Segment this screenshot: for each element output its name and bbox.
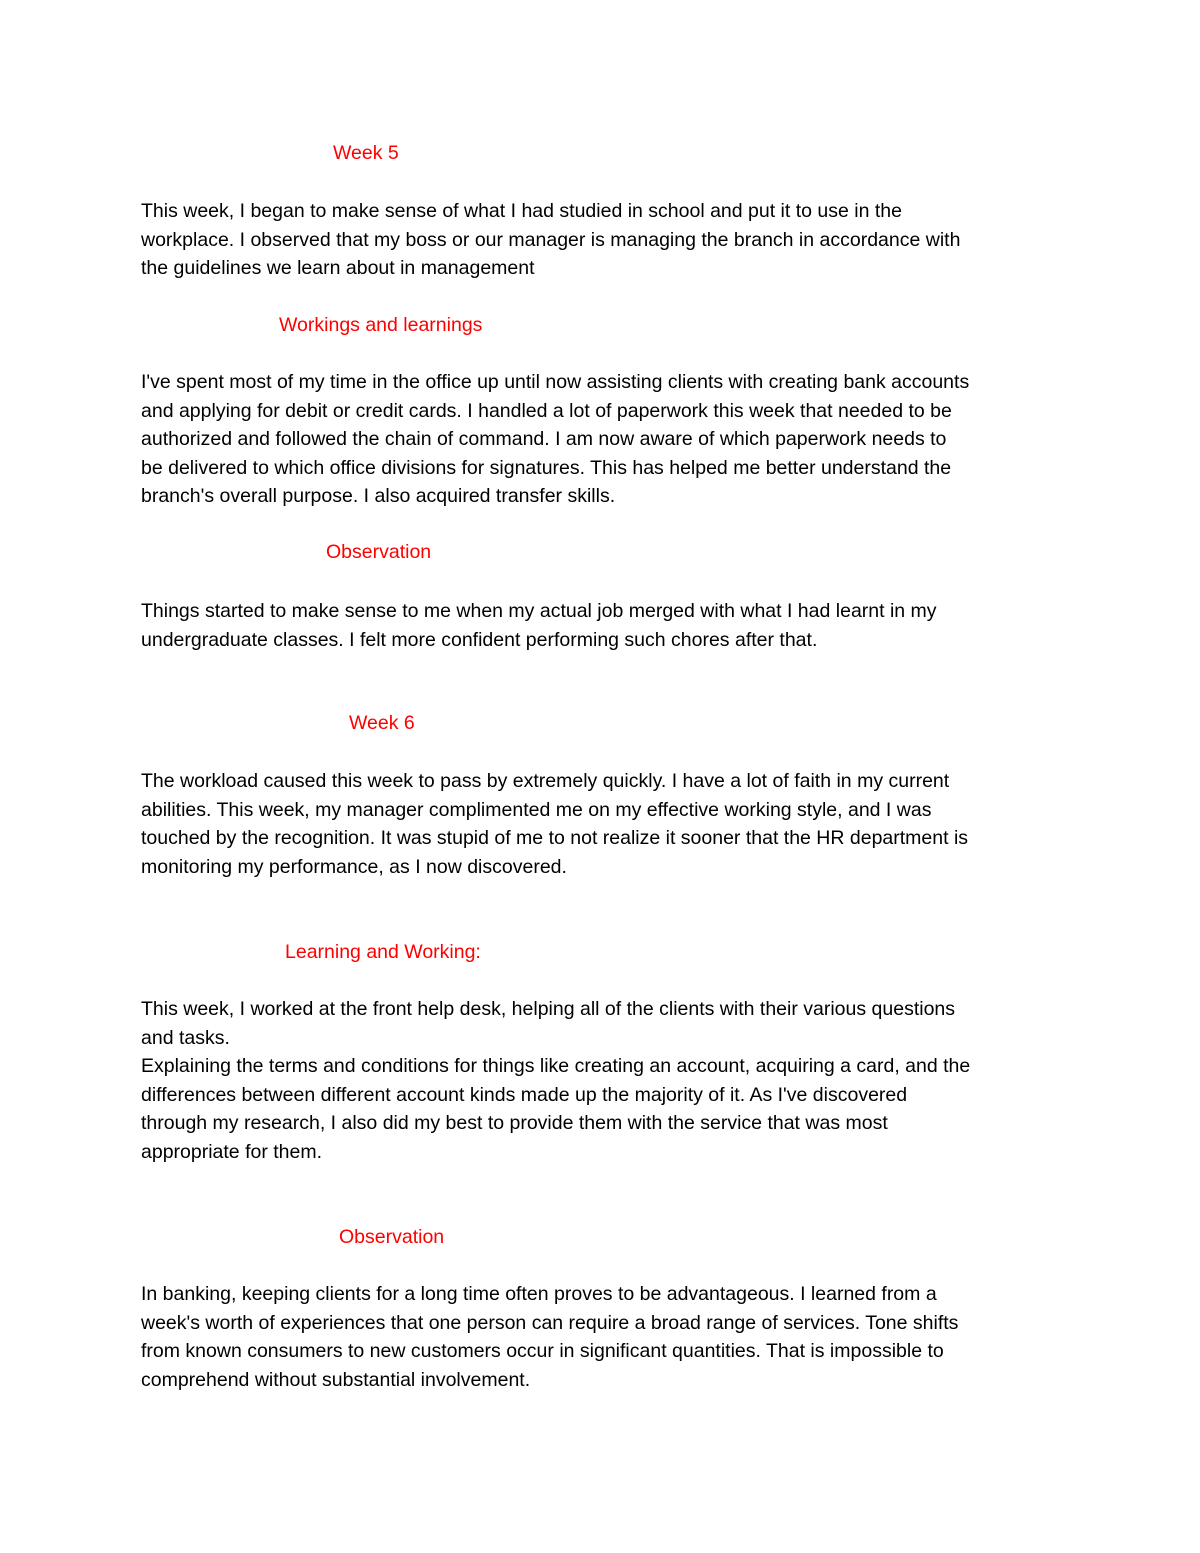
text-line: undergraduate classes. I felt more confident performing such chores after that.	[141, 628, 818, 651]
section-body-learning-and-working	[141, 995, 1076, 1166]
text-line: be delivered to which office divisions for signatures. This has helped me better understand the	[141, 456, 952, 479]
text-line: differences between different account kinds made up the majority of it. As I've discovered	[141, 1083, 908, 1106]
text-line: workplace. I observed that my boss or our manager is managing the branch in accordance with	[141, 228, 961, 251]
text-line: This week, I began to make sense of what I had studied in school and put it to use in the	[141, 200, 902, 222]
text-line: comprehend without substantial involvement.	[141, 1368, 531, 1391]
section-body-workings-and-learnings	[141, 368, 1076, 511]
section-heading-week-5: Week 5	[333, 142, 399, 164]
section-heading-week-6: Week 6	[349, 712, 415, 734]
section-body-observation-2	[141, 1280, 1076, 1394]
text-line: I've spent most of my time in the office up until now assisting clients with creating bank accounts	[141, 371, 970, 393]
text-line: abilities. This week, my manager complimented me on my effective working style, and I was	[141, 798, 932, 821]
text-line: from known consumers to new customers occur in significant quantities. That is impossible to	[141, 1340, 944, 1362]
text-line: through my research, I also did my best to provide them with the service that was most	[141, 1112, 888, 1134]
text-line: Explaining the terms and conditions for things like creating an account, acquiring a card, and the	[141, 1055, 971, 1077]
text-line: authorized and followed the chain of command. I am now aware of which paperwork needs to	[141, 428, 947, 450]
section-heading-observation-2: Observation	[339, 1226, 445, 1248]
text-line: week's worth of experiences that one person can require a broad range of services. Tone shifts	[141, 1311, 959, 1334]
text-line: The workload caused this week to pass by extremely quickly. I have a lot of faith in my current	[141, 770, 950, 792]
text-line: and applying for debit or credit cards. I handled a lot of paperwork this week that needed to be	[141, 399, 952, 422]
section-heading-observation: Observation	[326, 541, 432, 563]
text-line: In banking, keeping clients for a long time often proves to be advantageous. I learned from a	[141, 1283, 937, 1305]
text-line: appropriate for them.	[141, 1140, 323, 1163]
section-heading-learning-and-working: Learning and Working:	[285, 941, 481, 963]
text-line: and tasks.	[141, 1026, 230, 1049]
text-line: touched by the recognition. It was stupid of me to not realize it sooner that the HR department is	[141, 827, 969, 849]
section-body-week-5	[141, 197, 1076, 283]
text-line: Things started to make sense to me when my actual job merged with what I had learnt in my	[141, 600, 937, 622]
text-line: monitoring my performance, as I now discovered.	[141, 855, 567, 878]
section-body-week-6	[141, 767, 1076, 881]
text-line: the guidelines we learn about in management	[141, 257, 535, 279]
text-line: This week, I worked at the front help desk, helping all of the clients with their various questions	[141, 998, 956, 1020]
section-body-observation	[141, 597, 1076, 654]
text-line: branch's overall purpose. I also acquired transfer skills.	[141, 485, 616, 507]
section-heading-workings-and-learnings: Workings and learnings	[279, 314, 483, 336]
